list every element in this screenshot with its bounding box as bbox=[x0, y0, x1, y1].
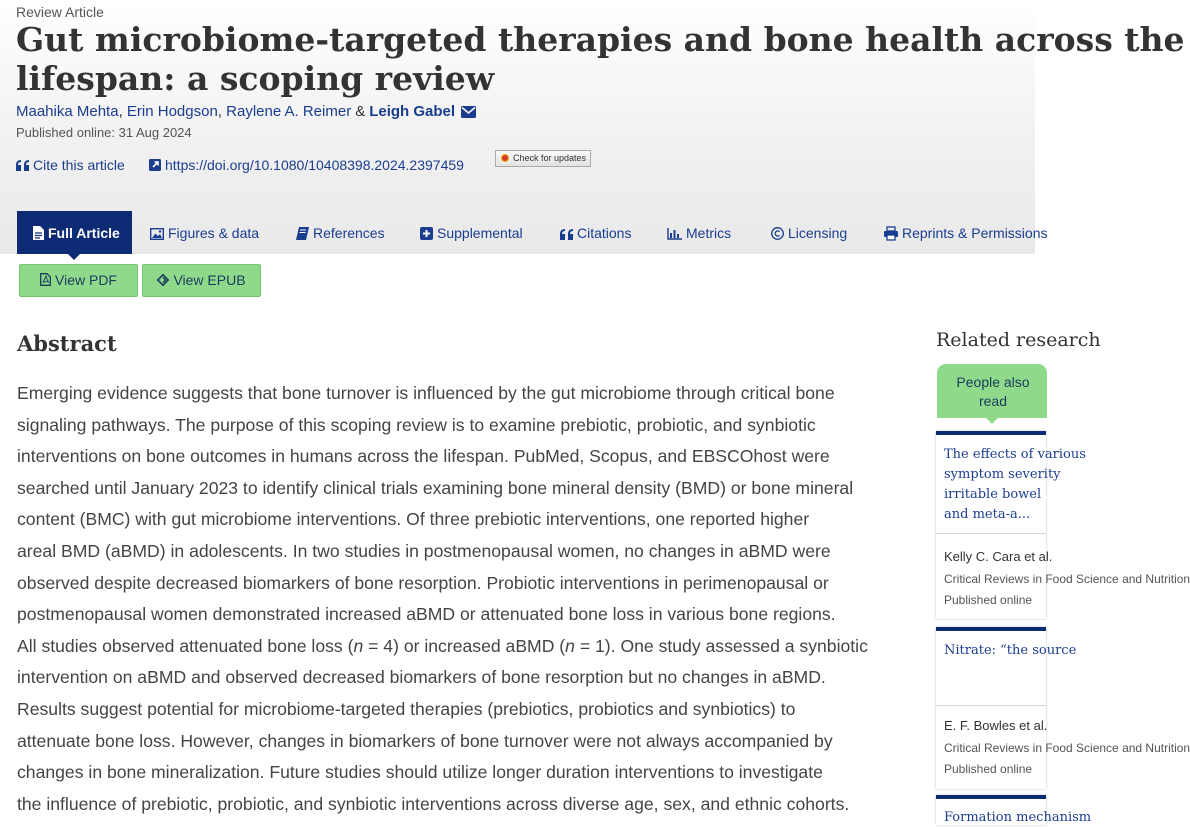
cite-article-link[interactable] bbox=[16, 157, 125, 174]
card-divider bbox=[936, 705, 1046, 706]
crossmark-icon bbox=[501, 154, 509, 162]
abstract-text bbox=[17, 378, 907, 820]
tab-citations[interactable] bbox=[560, 211, 631, 254]
view-epub-button[interactable] bbox=[142, 264, 261, 297]
external-link-icon bbox=[149, 158, 161, 174]
related-article-journal: Critical Reviews in Food Science and Nutrition bbox=[944, 572, 1190, 586]
abstract-line: content (BMC) with gut microbiome interventions. Of three prebiotic interventions, one reported higher bbox=[17, 509, 810, 530]
article-tab-bar bbox=[0, 211, 1048, 254]
check-for-updates-button[interactable] bbox=[495, 150, 591, 167]
abstract-line: = 4) or increased aBMD ( bbox=[363, 635, 566, 656]
article-type: Review Article bbox=[16, 4, 104, 20]
related-article-author: Kelly C. Cara et al. bbox=[944, 549, 1053, 564]
related-title-line: symptom severity bbox=[944, 467, 1061, 482]
abstract-line: signaling pathways. The purpose of this scoping review is to examine prebiotic, probiotic, and synbiotic bbox=[17, 414, 816, 435]
related-title-line: Nitrate: “the source bbox=[944, 643, 1077, 658]
copyright-icon bbox=[771, 213, 784, 257]
abstract-heading: Abstract bbox=[17, 331, 117, 356]
view-epub-label: View EPUB bbox=[173, 272, 246, 288]
publication-date: Published online: 31 Aug 2024 bbox=[16, 125, 192, 140]
tab-label: Licensing bbox=[788, 225, 848, 241]
related-article-journal: Critical Reviews in Food Science and Nutrition bbox=[944, 741, 1190, 755]
article-title bbox=[16, 20, 1185, 98]
author-ampersand: & bbox=[355, 103, 366, 120]
image-icon bbox=[150, 213, 164, 257]
author-link[interactable]: Maahika Mehta bbox=[16, 103, 119, 120]
related-article-card[interactable] bbox=[936, 795, 1092, 825]
doi-text: https://doi.org/10.1080/10408398.2024.2397459 bbox=[165, 157, 464, 173]
tab-label: Metrics bbox=[686, 225, 732, 241]
author-separator: , bbox=[118, 103, 123, 120]
related-title-line: and meta-a... bbox=[944, 507, 1031, 522]
abstract-line: attenuate bone loss. However, changes in biomarkers of bone turnover were not always accompanied by bbox=[17, 730, 833, 751]
related-title-line: The effects of various bbox=[944, 447, 1086, 462]
related-article-title[interactable] bbox=[944, 808, 1092, 828]
view-pdf-button[interactable] bbox=[19, 264, 138, 297]
author-link[interactable]: Raylene A. Reimer bbox=[226, 103, 352, 120]
tab-label: Citations bbox=[577, 225, 632, 241]
bar-chart-icon bbox=[667, 213, 682, 257]
related-article-card[interactable] bbox=[936, 627, 1190, 789]
abstract-line: interventions on bone outcomes in humans across the lifespan. PubMed, Scopus, and EBSCOhost were bbox=[17, 446, 830, 467]
abstract-line: Emerging evidence suggests that bone turnover is influenced by the gut microbiome through critical bone bbox=[17, 383, 835, 403]
tab-metrics[interactable] bbox=[667, 211, 731, 254]
document-icon bbox=[33, 213, 44, 257]
tab-references[interactable] bbox=[296, 211, 385, 254]
abstract-line: intervention on aBMD and observed decreased biomarkers of bone resorption but no changes in aBMD. bbox=[17, 667, 826, 688]
abstract-line: Results suggest potential for microbiome-targeted therapies (prebiotics, probiotics and synbiotics) to bbox=[17, 698, 796, 719]
tab-reprints-permissions[interactable] bbox=[884, 211, 1048, 254]
related-research-heading: Related research bbox=[936, 329, 1101, 351]
tab-supplemental[interactable] bbox=[420, 211, 523, 254]
pdf-file-icon bbox=[40, 266, 51, 297]
tab-label: References bbox=[313, 225, 385, 241]
related-title-line: irritable bowel bbox=[944, 487, 1042, 502]
related-article-published: Published online bbox=[944, 762, 1033, 776]
related-article-card[interactable] bbox=[936, 431, 1190, 619]
article-title-line-1: Gut microbiome-targeted therapies and bone health across the bbox=[16, 20, 1185, 59]
related-article-author: E. F. Bowles et al. bbox=[944, 718, 1048, 733]
tab-licensing[interactable] bbox=[771, 211, 847, 254]
doi-link[interactable] bbox=[149, 157, 464, 174]
printer-icon bbox=[884, 213, 898, 257]
tab-label: Full Article bbox=[48, 225, 120, 241]
epub-diamond-icon bbox=[157, 266, 169, 297]
abstract-line: postmenopausal women demonstrated increased aBMD or attenuated bone loss in various bone regions. bbox=[17, 604, 836, 625]
related-title-line: Formation mechanism bbox=[944, 810, 1092, 825]
related-article-title[interactable] bbox=[944, 445, 1086, 525]
abstract-line: areal BMD (aBMD) in adolescents. In two studies in postmenopausal women, no changes in aBMD were bbox=[17, 540, 831, 561]
author-link[interactable]: Erin Hodgson bbox=[126, 103, 218, 120]
abstract-line: changes in bone mineralization. Future studies should utilize longer duration interventions to investigate bbox=[17, 762, 823, 783]
author-list bbox=[16, 103, 476, 122]
view-pdf-label: View PDF bbox=[55, 272, 117, 288]
card-divider bbox=[936, 533, 1046, 534]
abstract-line: the influence of prebiotic, probiotic, and synbiotic interventions across diverse age, sex, and ethnic cohorts. bbox=[17, 793, 850, 814]
article-header bbox=[0, 0, 1185, 254]
article-title-line-2: lifespan: a scoping review bbox=[16, 59, 495, 98]
tab-figures-data[interactable] bbox=[150, 211, 259, 254]
book-icon bbox=[296, 213, 309, 257]
abstract-line: = 1). One study assessed a synbiotic bbox=[574, 635, 868, 656]
check-for-updates-label: Check for updates bbox=[513, 153, 587, 163]
envelope-icon[interactable] bbox=[461, 105, 476, 122]
tab-label: Reprints & Permissions bbox=[902, 225, 1048, 241]
tab-label: Figures & data bbox=[168, 225, 260, 241]
author-separator: , bbox=[217, 103, 222, 120]
quote-icon bbox=[560, 213, 573, 257]
tab-full-article[interactable] bbox=[17, 211, 132, 254]
corresponding-author-link[interactable]: Leigh Gabel bbox=[369, 103, 456, 120]
cite-article-label: Cite this article bbox=[33, 157, 125, 173]
people-also-read-tab[interactable] bbox=[937, 364, 1047, 418]
quote-icon bbox=[16, 158, 29, 174]
abstract-italic-n: n bbox=[353, 635, 364, 656]
plus-square-icon bbox=[420, 213, 433, 257]
related-article-title[interactable] bbox=[944, 641, 1077, 661]
people-tab-label-line-1: People also bbox=[956, 374, 1030, 390]
tab-label: Supplemental bbox=[437, 225, 523, 241]
people-tab-label-line-2: read bbox=[978, 393, 1008, 409]
abstract-italic-n: n bbox=[565, 635, 575, 656]
abstract-line: searched until January 2023 to identify clinical trials examining bone mineral density (BMD) or bone mineral bbox=[17, 477, 854, 498]
abstract-line: observed despite decreased biomarkers of bone resorption. Probiotic interventions in perimenopausal or bbox=[17, 572, 829, 593]
related-article-published: Published online bbox=[944, 593, 1033, 607]
abstract-line: All studies observed attenuated bone loss ( bbox=[17, 635, 354, 656]
